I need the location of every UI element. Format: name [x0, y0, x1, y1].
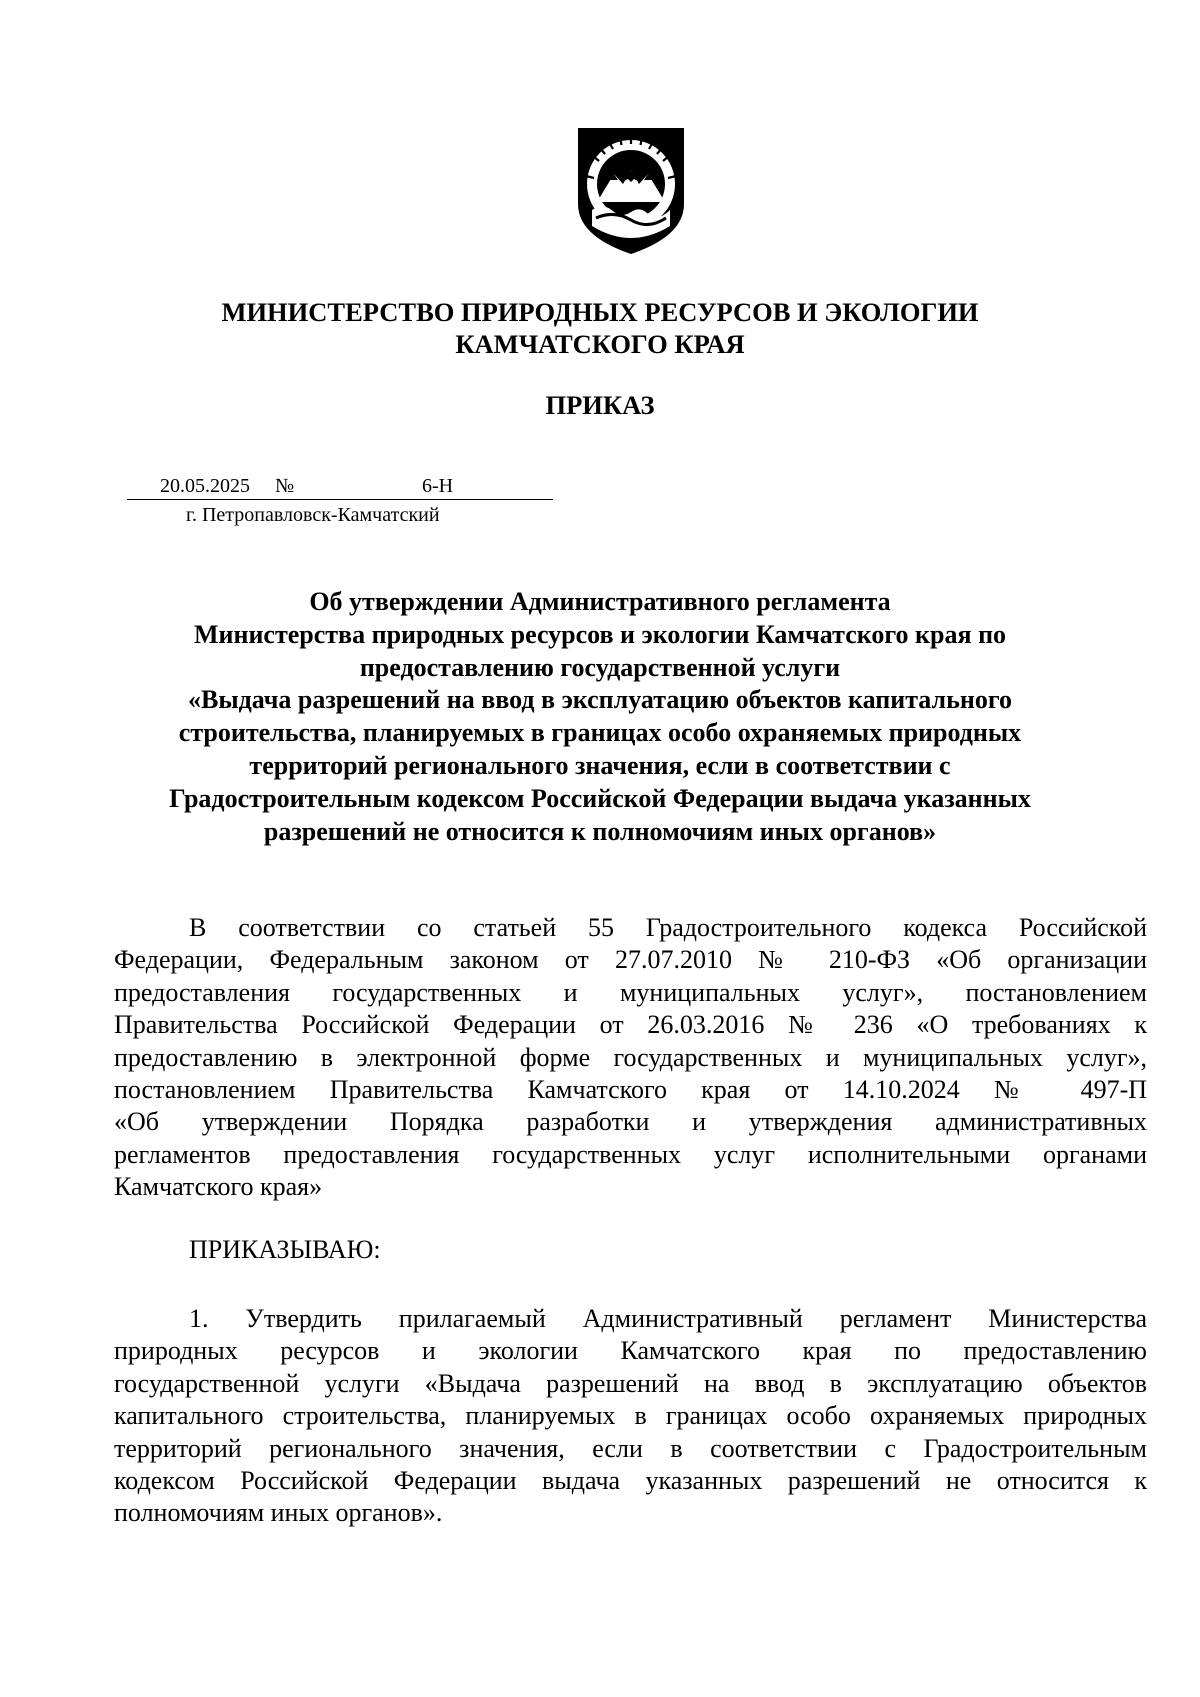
preamble-line: предоставления государственных и муниципальных услуг», постановлением — [114, 977, 1147, 1007]
document-date: 20.05.2025 — [160, 475, 250, 497]
order-word: ПРИКАЗЫВАЮ: — [189, 1235, 381, 1264]
item-1-line: кодексом Российской Федерации выдача указанных разрешений не относится к — [114, 1465, 1147, 1495]
subject-line: разрешений не относится к полномочиям иных органов» — [263, 816, 937, 846]
subject-line: Об утверждении Административного регламента — [309, 587, 891, 616]
date-number-row — [127, 474, 553, 502]
preamble-line: В соответствии со статьей 55 Градостроительного кодекса Российской — [189, 913, 1147, 942]
item-1-line: территорий регионального значения, если в соответствии с Градостроительным — [114, 1433, 1147, 1463]
preamble-line: Федерации, Федеральным законом от 27.07.2010 № 210-ФЗ «Об организации — [114, 945, 1147, 975]
preamble-line: предоставлению в электронной форме государственных и муниципальных услуг», — [114, 1042, 1147, 1072]
preamble-line: «Об утверждении Порядка разработки и утверждения административных — [114, 1107, 1147, 1137]
item-1-line: государственной услуги «Выдача разрешений на ввод в эксплуатацию объектов — [114, 1368, 1147, 1398]
document-city: г. Петропавловск-Камчатский — [186, 504, 440, 526]
document-subject — [120, 586, 1080, 848]
number-sign: № — [275, 475, 295, 497]
item-1-line: 1. Утвердить прилагаемый Административный регламент Министерства — [189, 1304, 1147, 1333]
document-number: 6-Н — [422, 475, 454, 497]
preamble-line: постановлением Правительства Камчатского края от 14.10.2024 № 497-П — [114, 1074, 1147, 1104]
ministry-name-line-1: МИНИСТЕРСТВО ПРИРОДНЫХ РЕСУРСОВ И ЭКОЛОГИИ — [221, 297, 979, 327]
preamble-paragraph — [114, 912, 1147, 1204]
subject-line: предоставлению государственной услуги — [359, 652, 841, 682]
subject-line: «Выдача разрешений на ввод в эксплуатацию объектов капитального — [187, 685, 1012, 715]
item-1-line: полномочиям иных органов». — [114, 1498, 443, 1528]
date-number-underline — [127, 499, 553, 500]
item-1-line: природных ресурсов и экологии Камчатского края по предоставлению — [114, 1336, 1147, 1366]
preamble-line: Камчатского края» — [114, 1172, 323, 1202]
preamble-line: регламентов предоставления государственных услуг исполнительными органами — [114, 1139, 1147, 1169]
ministry-name-line-2: КАМЧАТСКОГО КРАЯ — [455, 329, 745, 359]
subject-line: территорий регионального значения, если в соответствии с — [249, 750, 951, 780]
document-type-title: ПРИКАЗ — [545, 390, 655, 420]
kamchatka-coat-of-arms-icon — [574, 124, 688, 258]
item-1-paragraph — [114, 1303, 1147, 1530]
subject-line: Министерства природных ресурсов и экологии Камчатского края по — [193, 619, 1007, 649]
subject-line: Градостроительным кодексом Российской Федерации выдача указанных — [169, 783, 1031, 813]
preamble-line: Правительства Российской Федерации от 26.03.2016 № 236 «О требованиях к — [114, 1010, 1147, 1040]
item-1-line: капитального строительства, планируемых в границах особо охраняемых природных — [114, 1401, 1147, 1431]
subject-line: строительства, планируемых в границах особо охраняемых природных — [178, 718, 1022, 748]
